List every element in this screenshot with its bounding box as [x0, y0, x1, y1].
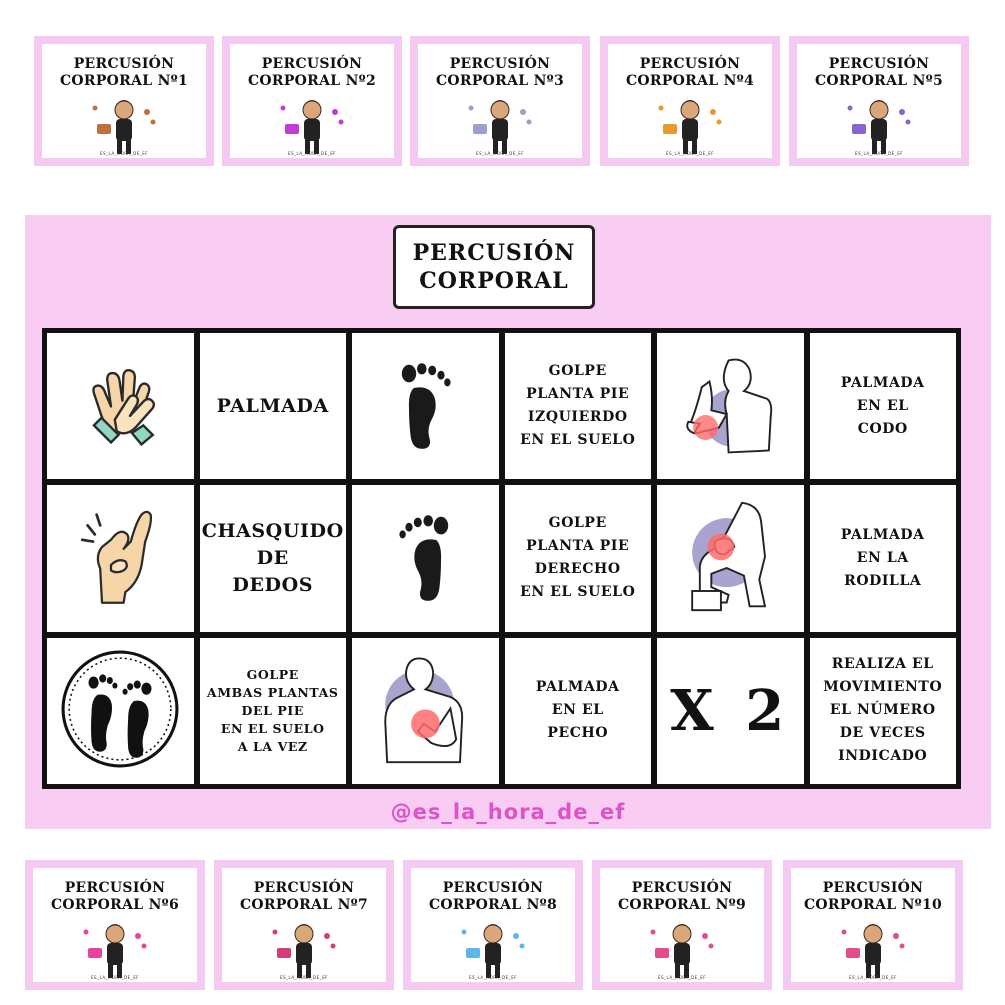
card-handle: ES_LA_HORA_DE_EF	[657, 975, 707, 980]
card-handle: ES_LA_HORA_DE_EF	[854, 151, 904, 156]
exercise-card	[410, 36, 590, 166]
card-title: PERCUSIÓN CORPORAL Nº10	[803, 880, 943, 913]
knee-clap-icon	[673, 499, 788, 618]
grid-cell	[352, 333, 499, 479]
card-inner	[797, 44, 961, 158]
grid-cell	[505, 333, 652, 479]
guitar-avatar-icon	[79, 94, 169, 156]
exercise-card	[789, 36, 969, 166]
board-title: PERCUSIÓN CORPORAL	[412, 240, 576, 294]
right-foot-icon	[385, 501, 465, 615]
card-inner	[42, 44, 206, 158]
exercise-card	[25, 860, 205, 990]
card-inner	[418, 44, 582, 158]
card-title: PERCUSIÓN CORPORAL Nº4	[625, 56, 755, 89]
sounds-good-avatar-icon	[645, 94, 735, 156]
cell-label: PALMADA	[216, 394, 329, 417]
card-title: PERCUSIÓN CORPORAL Nº5	[814, 56, 944, 89]
card-inner	[411, 868, 575, 982]
card-title: PERCUSIÓN CORPORAL Nº1	[59, 56, 189, 89]
grid-cell	[47, 333, 194, 479]
notes-face-avatar-icon	[637, 918, 727, 980]
cell-label: CHASQUIDO DE DEDOS	[201, 519, 344, 596]
card-handle: ES_LA_HORA_DE_EF	[90, 975, 140, 980]
grid-cell	[810, 333, 957, 479]
card-inner	[791, 868, 955, 982]
percussion-grid	[42, 328, 961, 789]
dancing-avatar-icon	[834, 94, 924, 156]
bottom-card-row	[0, 860, 1005, 990]
card-title: PERCUSIÓN CORPORAL Nº7	[239, 880, 369, 913]
music-notes-avatar-icon	[259, 918, 349, 980]
left-foot-icon	[385, 349, 465, 463]
card-title: PERCUSIÓN CORPORAL Nº3	[435, 56, 565, 89]
card-handle: ES_LA_HORA_DE_EF	[468, 975, 518, 980]
grid-cell	[200, 638, 347, 784]
exercise-card	[592, 860, 772, 990]
exercise-card	[783, 860, 963, 990]
card-handle: ES_LA_HORA_DE_EF	[287, 151, 337, 156]
card-inner	[222, 868, 386, 982]
card-handle: ES_LA_HORA_DE_EF	[279, 975, 329, 980]
grid-cell	[47, 485, 194, 631]
card-inner	[230, 44, 394, 158]
exercise-card	[403, 860, 583, 990]
both-feet-icon	[59, 648, 181, 774]
grid-cell	[810, 638, 957, 784]
elbow-clap-icon	[673, 347, 788, 466]
card-title: PERCUSIÓN CORPORAL Nº9	[617, 880, 747, 913]
grid-cell	[200, 485, 347, 631]
cell-label: GOLPE PLANTA PIE IZQUIERDO EN EL SUELO	[520, 363, 636, 449]
card-handle: ES_LA_HORA_DE_EF	[848, 975, 898, 980]
card-inner	[608, 44, 772, 158]
card-handle: ES_LA_HORA_DE_EF	[665, 151, 715, 156]
card-inner	[600, 868, 764, 982]
grid-cell	[810, 485, 957, 631]
exercise-card	[600, 36, 780, 166]
rainbow-avatar-icon	[448, 918, 538, 980]
grid-cell	[657, 485, 804, 631]
grid-cell	[352, 485, 499, 631]
chest-clap-icon	[368, 651, 483, 770]
exercise-card	[214, 860, 394, 990]
percussion-board	[25, 215, 991, 829]
cell-label: PALMADA EN EL CODO	[840, 374, 925, 437]
grid-cell	[505, 638, 652, 784]
clapping-hands-icon	[73, 357, 168, 456]
cell-label: PALMADA EN LA RODILLA	[840, 526, 925, 589]
cell-label: PALMADA EN EL PECHO	[535, 679, 620, 742]
cell-label: REALIZA EL MOVIMIENTO EL NÚMERO DE VECES INDICADO	[823, 656, 943, 765]
jumping-avatar-icon	[828, 918, 918, 980]
card-inner	[33, 868, 197, 982]
grid-cell	[505, 485, 652, 631]
grid-cell	[657, 638, 804, 784]
cell-label: GOLPE AMBAS PLANTAS DEL PIE EN EL SUELO A LA VEZ	[206, 666, 339, 754]
card-title: PERCUSIÓN CORPORAL Nº8	[428, 880, 558, 913]
grid-cell	[200, 333, 347, 479]
grid-cell	[352, 638, 499, 784]
card-handle: ES_LA_HORA_DE_EF	[99, 151, 149, 156]
social-handle: @es_la_hora_de_ef	[390, 800, 626, 824]
cell-label: GOLPE PLANTA PIE DERECHO EN EL SUELO	[520, 515, 636, 601]
board-title-plaque	[393, 225, 595, 309]
card-title: PERCUSIÓN CORPORAL Nº6	[50, 880, 180, 913]
singing-avatar-icon	[455, 94, 545, 156]
cell-label: X 2	[670, 677, 791, 744]
exercise-card	[222, 36, 402, 166]
card-title: PERCUSIÓN CORPORAL Nº2	[247, 56, 377, 89]
card-handle: ES_LA_HORA_DE_EF	[475, 151, 525, 156]
grid-cell	[657, 333, 804, 479]
keytar-avatar-icon	[70, 918, 160, 980]
boombox-avatar-icon	[267, 94, 357, 156]
finger-snap-icon	[75, 501, 165, 615]
grid-cell	[47, 638, 194, 784]
exercise-card	[34, 36, 214, 166]
top-card-row	[0, 36, 1005, 166]
